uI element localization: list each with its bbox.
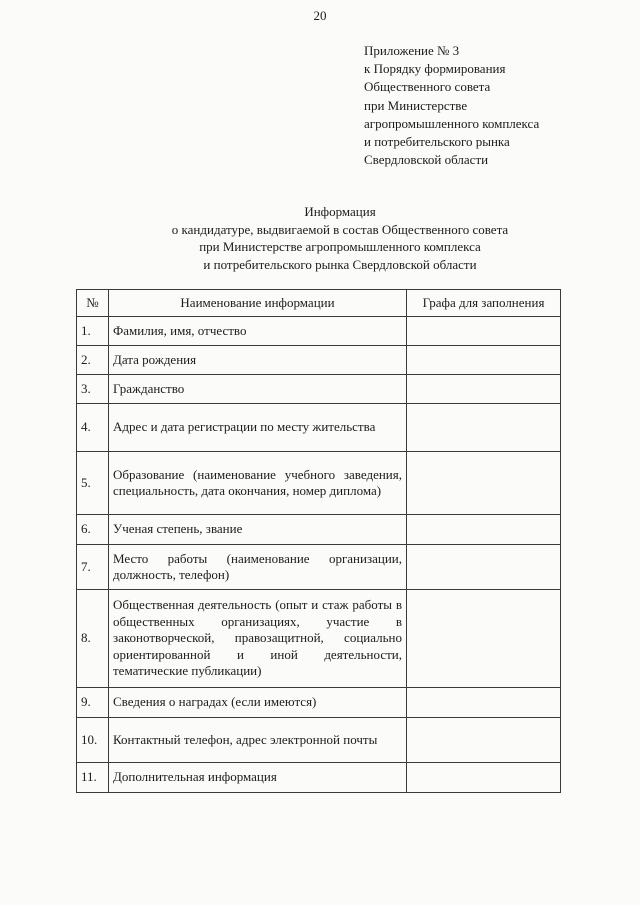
- fill-cell[interactable]: [407, 515, 561, 545]
- table-row: [77, 718, 561, 763]
- row-number: 9.: [77, 688, 109, 718]
- row-label: Контактный телефон, адрес электронной почты: [109, 718, 407, 763]
- table-row: [77, 515, 561, 545]
- table-row: [77, 346, 561, 375]
- row-label: Адрес и дата регистрации по месту жительства: [109, 404, 407, 452]
- row-number: 6.: [77, 515, 109, 545]
- row-label: Общественная деятельность (опыт и стаж работы в общественных организациях, участие в законотворческой, правозащитной, социально ориентированной и иной деятельности, тематические публикации): [109, 590, 407, 688]
- fill-cell[interactable]: [407, 688, 561, 718]
- row-label: Ученая степень, звание: [109, 515, 407, 545]
- table-row: [77, 452, 561, 515]
- fill-cell[interactable]: [407, 317, 561, 346]
- fill-cell[interactable]: [407, 763, 561, 793]
- title-line: о кандидатуре, выдвигаемой в состав Общественного совета: [171, 221, 509, 237]
- row-number: 8.: [77, 590, 109, 688]
- fill-cell[interactable]: [407, 718, 561, 763]
- document-title: [70, 203, 610, 273]
- row-label: Образование (наименование учебного заведения, специальность, дата окончания, номер диплома): [109, 452, 407, 515]
- row-label: Дата рождения: [109, 346, 407, 375]
- candidate-info-table: [76, 289, 561, 793]
- row-label: Дополнительная информация: [109, 763, 407, 793]
- page-number: 20: [313, 8, 327, 23]
- table-row: [77, 688, 561, 718]
- row-number: 3.: [77, 375, 109, 404]
- fill-cell[interactable]: [407, 375, 561, 404]
- row-number: 2.: [77, 346, 109, 375]
- appendix-line: Приложение № 3: [364, 43, 460, 58]
- fill-cell[interactable]: [407, 452, 561, 515]
- appendix-line: к Порядку формирования: [364, 61, 506, 77]
- header-number: №: [77, 290, 109, 317]
- appendix-line: агропромышленного комплекса: [364, 115, 540, 131]
- row-label: Фамилия, имя, отчество: [109, 317, 407, 346]
- table-row: [77, 590, 561, 688]
- row-label: Сведения о наградах (если имеются): [109, 688, 407, 718]
- row-number: 1.: [77, 317, 109, 346]
- header-fill-column: Графа для заполнения: [407, 290, 561, 317]
- fill-cell[interactable]: [407, 346, 561, 375]
- appendix-line: и потребительского рынка: [364, 134, 510, 150]
- appendix-line: Общественного совета: [364, 79, 491, 95]
- table-row: [77, 404, 561, 452]
- row-label: Место работы (наименование организации, должность, телефон): [109, 545, 407, 590]
- fill-cell[interactable]: [407, 545, 561, 590]
- title-line: при Министерстве агропромышленного комплекса: [199, 239, 481, 254]
- row-number: 11.: [77, 763, 109, 793]
- title-heading: Информация: [304, 204, 376, 219]
- appendix-header: [364, 42, 539, 169]
- table-row: [77, 317, 561, 346]
- row-number: 10.: [77, 718, 109, 763]
- row-number: 5.: [77, 452, 109, 515]
- fill-cell[interactable]: [407, 404, 561, 452]
- row-label: Гражданство: [109, 375, 407, 404]
- table-header-row: [77, 290, 561, 317]
- row-number: 7.: [77, 545, 109, 590]
- appendix-line: при Министерстве: [364, 97, 468, 113]
- table-row: [77, 545, 561, 590]
- fill-cell[interactable]: [407, 590, 561, 688]
- row-number: 4.: [77, 404, 109, 452]
- table-row: [77, 763, 561, 793]
- appendix-line: Свердловской области: [364, 152, 489, 168]
- title-line: и потребительского рынка Свердловской области: [203, 256, 477, 272]
- header-info-name: Наименование информации: [109, 290, 407, 317]
- table-row: [77, 375, 561, 404]
